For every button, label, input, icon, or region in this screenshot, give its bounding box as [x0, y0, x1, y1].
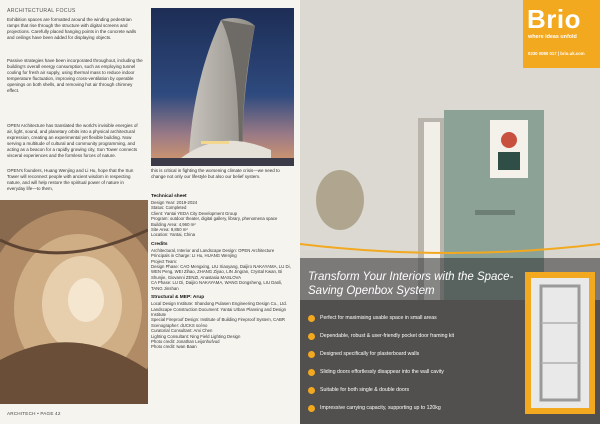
advert-page [300, 0, 600, 424]
tower-night-photo [151, 8, 294, 166]
feature-item [308, 403, 508, 421]
feature-label: Designed specifically for plasterboard walls [320, 351, 420, 357]
feature-label: Impressive carrying capacity, supporting up to 120kg [320, 405, 441, 411]
check-icon [308, 315, 315, 322]
credits-line: Architectural, Interior and Landscape Design: OPEN Architecture [151, 247, 275, 253]
feature-label: Sliding doors effortlessly disappear into the wall cavity [320, 369, 444, 375]
feature-item [308, 313, 508, 331]
check-icon [308, 369, 315, 376]
photo-caption: this is critical in fighting the worsening climate crisis—we need to change not only our lifestyle but also our belief system. [151, 168, 280, 179]
section-label: ARCHITECTURAL FOCUS [7, 8, 76, 14]
technical-line: Client: Yantai YEDA City Development Group [151, 210, 237, 216]
feature-label: Dependable, robust & user-friendly pocket door framing kit [320, 333, 455, 339]
structural-heading: Structural & MEP: Arup [151, 295, 205, 301]
technical-line: Status: Completed [151, 205, 187, 211]
check-icon [308, 387, 315, 394]
technical-line: Building Area: 4,960 m² [151, 221, 196, 227]
structural-line: Photo credit: Jonathan Leijonhufvud [151, 338, 220, 344]
brio-logo: Brio [527, 4, 581, 34]
credits-line: Project Team: [151, 258, 178, 264]
feature-list [308, 313, 508, 421]
pocket-door-frame-product [531, 278, 589, 408]
technical-line: Program: outdoor theater, digital gallery, library, phenomena space [151, 216, 278, 222]
feature-item [308, 331, 508, 349]
paragraph-4: OPEN's founders, Huang Wenjing and Li Hu, hope that the Sun Tower will reconnect people with ancient wisdom in respecting nature, and will help restore the spiritual power of nature in everyday life—to them, [7, 168, 134, 191]
structural-line: Local Design Institute: Shandong Pulasen Engineering Design Co., Ltd. [151, 301, 287, 307]
interior-ramp-photo [0, 200, 148, 404]
credits-line: CA Phase: LU Di, Daijiro NAKAYAMA, WANG Dongsheng, LIU Danli, TANG Jinshan [151, 280, 283, 291]
credits-line: Design Phase: CAO Mengxing, LIU Xiaoyang, Daijiro NAKAYAMA, LU Di, WEN Peng, WEI Zihao, ZHANG Ziyao, LIN Jingran, Crystal Kwan, Bi Shunjie, Giovanni ZENZI, Anastasia MASLOVA [151, 264, 291, 280]
feature-item [308, 349, 508, 367]
interior-ramp-illustration [0, 200, 148, 404]
credits-heading: Credits [151, 241, 168, 247]
tower-night-illustration [151, 8, 294, 166]
structural-line: Curatorial Consultant: Ami Chen [151, 328, 213, 334]
paragraph-1: Exhibition spaces are formatted around the winding pedestrian ramps that rise through the structure with digital screens and projections. Carefully placed hanging points in the concrete walls and ceilings have been added for displaying objects. [7, 17, 137, 40]
brand-tagline: where ideas unfold [528, 34, 577, 40]
technical-sheet-heading: Technical sheet [151, 194, 187, 199]
paragraph-2: Passive strategies have been incorporated throughout, including the building's overall energy consumption, such as employing tunnel cooling for fresh air supply, using thermal mass to reduce indoor temperature fluctuation, improving cross-ventilation by operable openings on both shells, and removing hot air through chimney effect. [7, 58, 143, 93]
check-icon [308, 333, 315, 340]
structural-line: Lighting Consultant: Ning Field Lighting Design [151, 333, 241, 339]
door-frame-illustration [531, 278, 589, 408]
credits-line: Principals in Charge: LI Hu, HUANG Wenjing [151, 253, 237, 259]
structural-line: Landscape Construction Document: Yantai Urban Planning and Design Institute [151, 306, 287, 317]
brand-block [523, 0, 600, 68]
check-icon [308, 351, 315, 358]
technical-line: Design Year: 2019-2024 [151, 200, 198, 205]
structural-line: Special Fireproof Design: Institute of Building Fireproof System, CABR [151, 317, 285, 323]
check-icon [308, 405, 315, 412]
project-details [151, 190, 294, 350]
advert-headline: Transform Your Interiors with the Space-Saving Openbox System [308, 271, 514, 297]
product-image-frame [525, 272, 595, 414]
brand-contact: 0330 0080 017 | brio.uk.com [528, 51, 585, 56]
feature-item [308, 367, 508, 385]
feature-label: Suitable for both single & double doors [320, 387, 410, 393]
feature-label: Perfect for maximising usable space in small areas [320, 315, 437, 321]
paragraph-3: OPEN Architecture has translated the world's invisible energies of air, light, sound, and planetary orbits into a physical architectural expression, creating an experimental yet flexible building. Now serving a multitude of cultural and community programming, and acting as a beacon for a rapidly growing city, Sun Tower connects visceral experiences and the formless forces of nature. [7, 123, 138, 158]
feature-item [308, 385, 508, 403]
page-footer: ARCHITECH • PAGE 42 [7, 411, 61, 416]
structural-line: Photo credit: Iwan Baan [151, 344, 197, 350]
structural-line: Scenographer: dUCKS scéno [151, 322, 208, 328]
technical-line: Location: Yantai, China [151, 232, 196, 238]
technical-line: Site Area: 9,850 m² [151, 227, 188, 233]
